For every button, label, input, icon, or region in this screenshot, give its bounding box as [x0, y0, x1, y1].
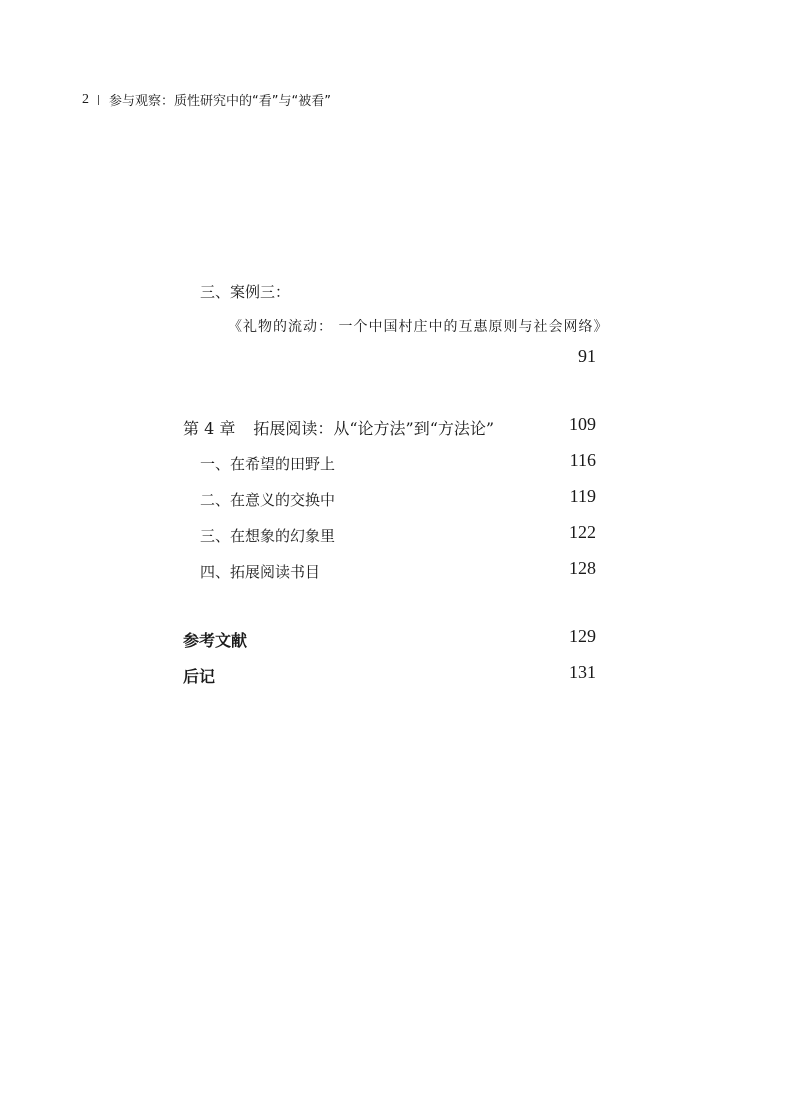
- toc-entry-case-three-label[interactable]: 三、案例三：: [200, 283, 291, 301]
- toc-entry-references[interactable]: 参考文献: [183, 631, 248, 650]
- toc-page-section-2: 119: [569, 486, 596, 506]
- toc-page-references: 129: [569, 626, 596, 646]
- running-header: [82, 90, 331, 109]
- toc-page-chapter-4: 109: [569, 414, 596, 434]
- chapter-title: 拓展阅读：从“论方法”到“方法论”: [253, 419, 495, 438]
- toc-page-case-three: 91: [578, 346, 596, 366]
- chapter-number: 第 4 章: [183, 419, 236, 438]
- toc-entry-chapter-4[interactable]: [183, 416, 494, 439]
- toc-page-afterword: 131: [569, 662, 596, 682]
- page-number: 2: [82, 91, 89, 107]
- header-divider: [98, 95, 99, 105]
- toc-entry-case-three-subtitle[interactable]: 《礼物的流动： 一个中国村庄中的互惠原则与社会网络》: [228, 319, 609, 335]
- book-title: 参与观察：质性研究中的“看”与“被看”: [109, 94, 331, 109]
- toc-page-section-1: 116: [569, 450, 596, 470]
- toc-page-section-3: 122: [569, 522, 596, 542]
- toc-entry-section-2[interactable]: 二、在意义的交换中: [200, 491, 336, 509]
- toc-entry-section-3[interactable]: 三、在想象的幻象里: [200, 527, 336, 545]
- toc-entry-section-4[interactable]: 四、拓展阅读书目: [200, 563, 321, 581]
- toc-entry-afterword[interactable]: 后记: [183, 667, 216, 686]
- toc-entry-section-1[interactable]: 一、在希望的田野上: [200, 455, 336, 473]
- toc-page-section-4: 128: [569, 558, 596, 578]
